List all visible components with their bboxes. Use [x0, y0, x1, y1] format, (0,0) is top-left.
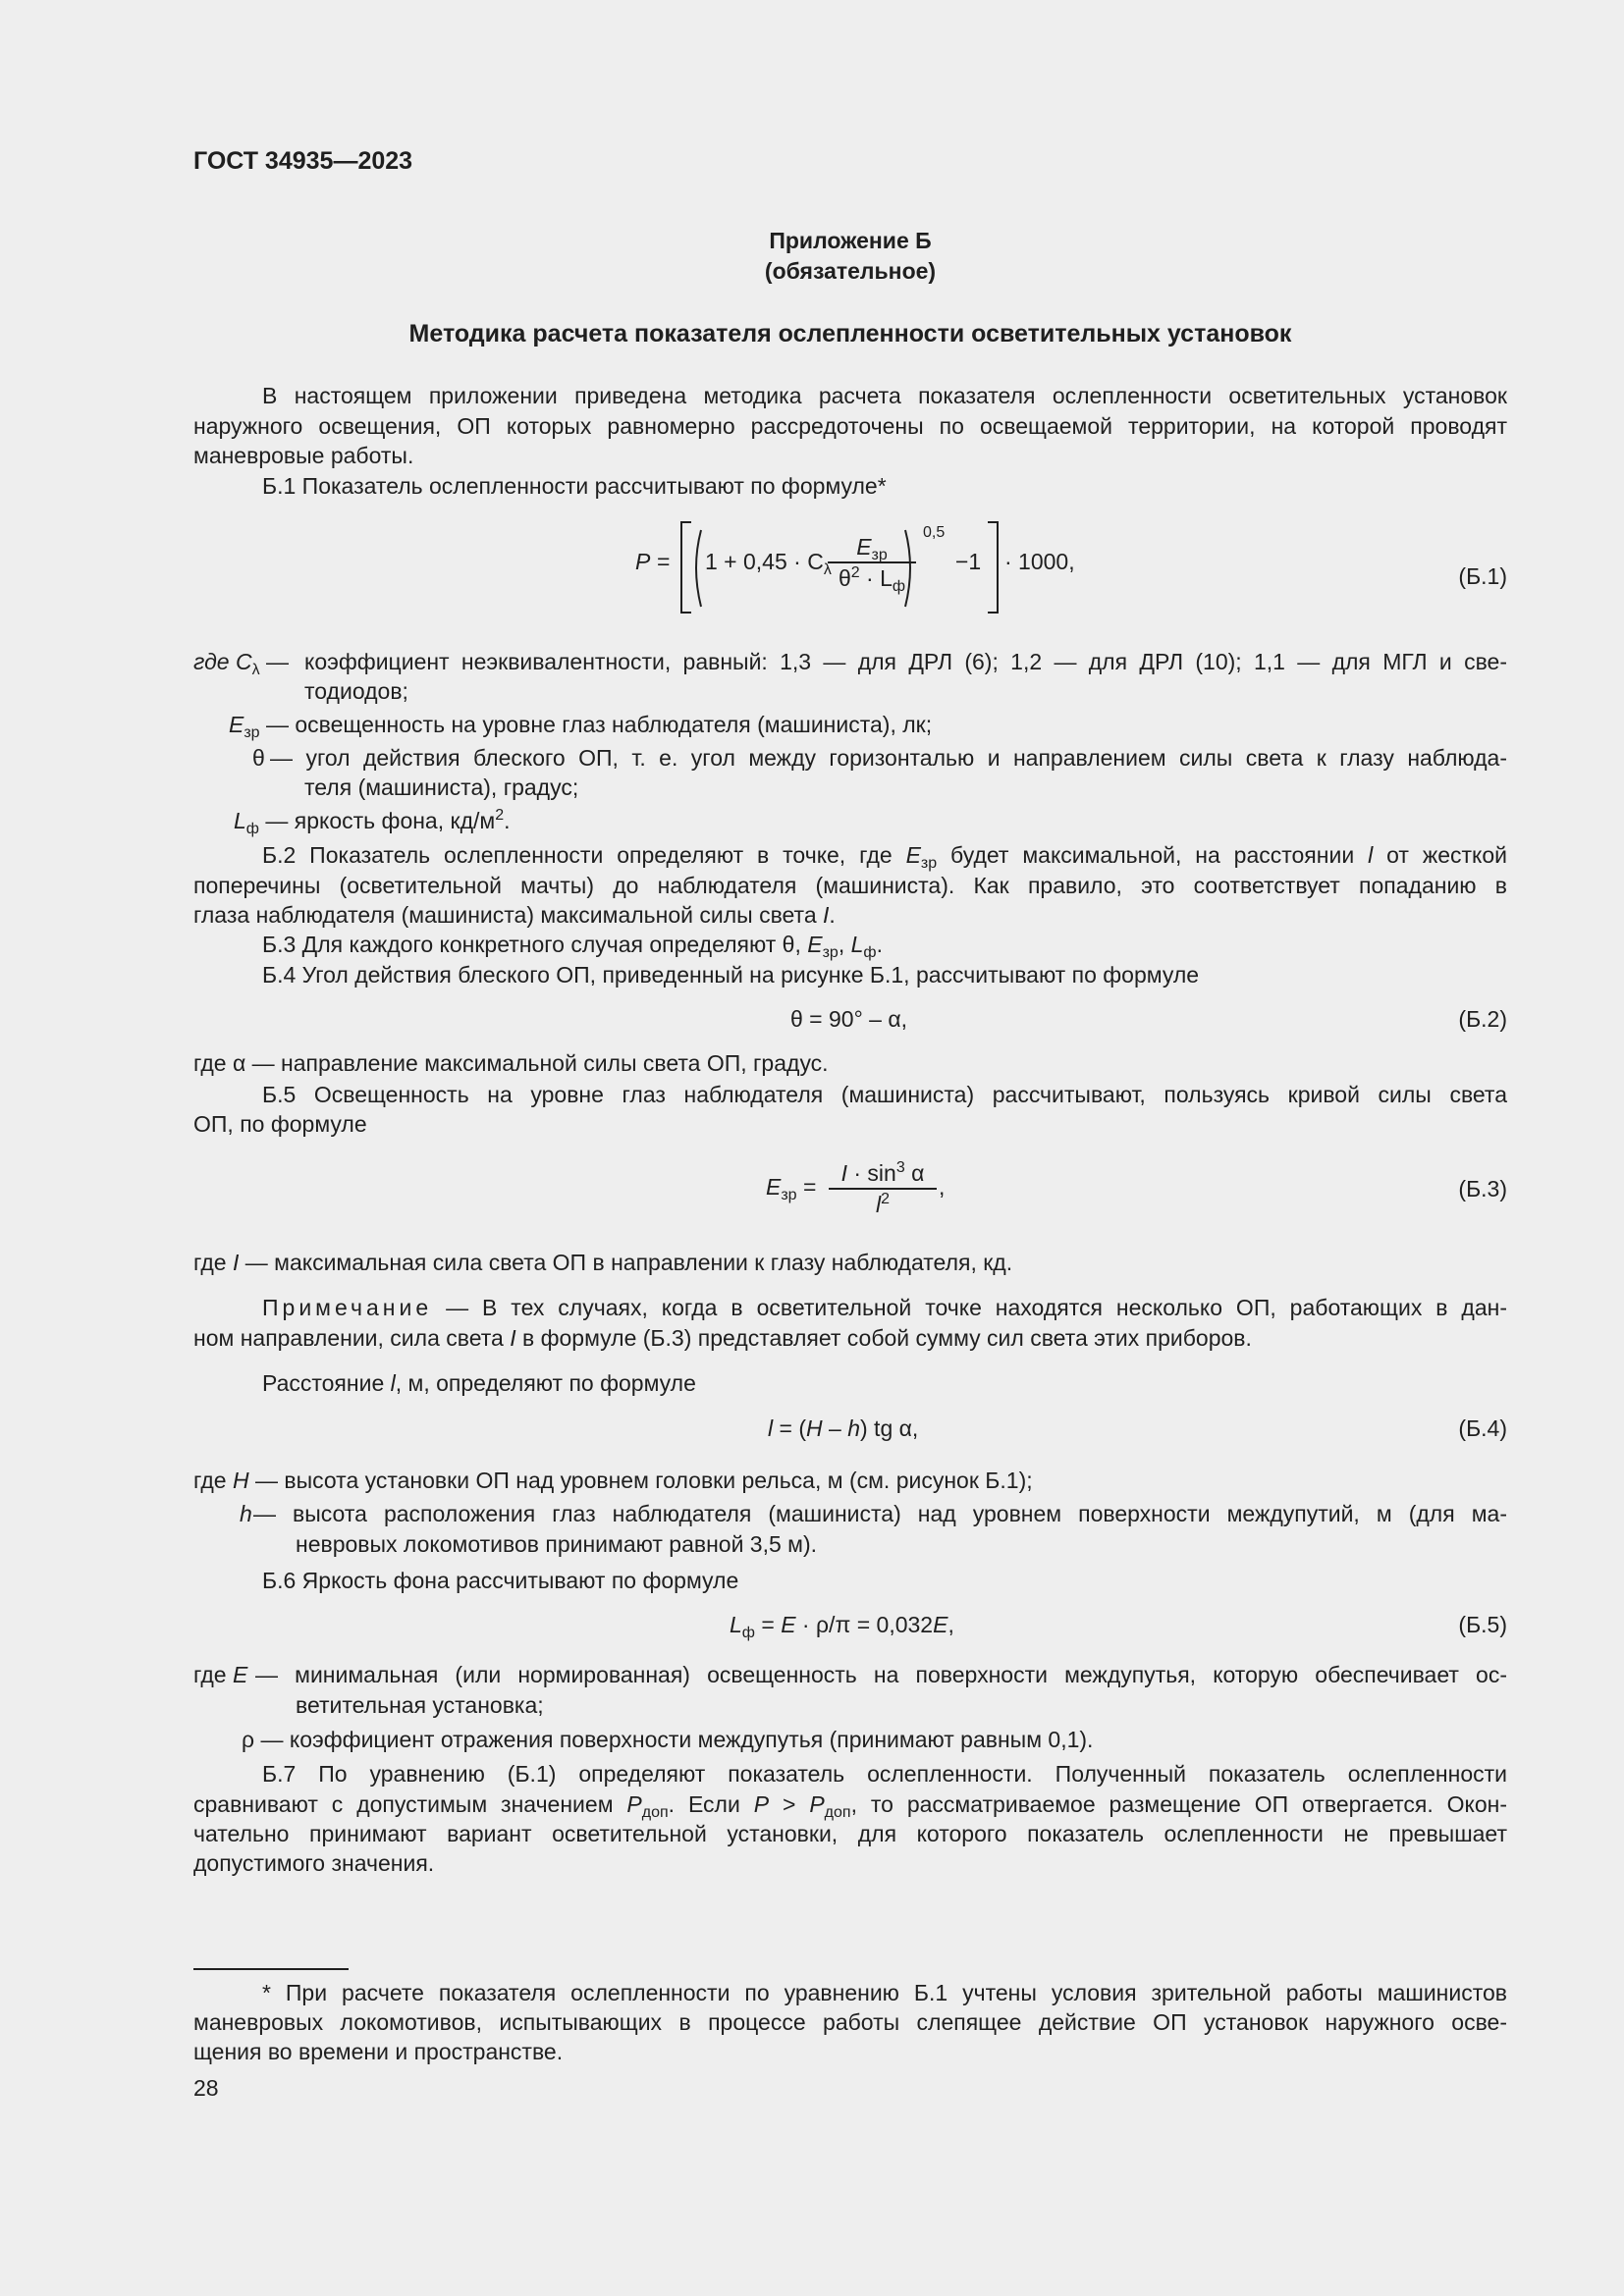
clause-b4: Б.4 Угол действия блеского ОП, приведенный на рисунке Б.1, рассчитывают по формуле — [262, 962, 1200, 988]
where-theta-text: — угол действия блеского ОП, т. е. угол между горизонталью и направлением силы света к глазу наблюда- — [270, 745, 1507, 771]
footnote-separator — [193, 1968, 349, 1970]
where-e-min-symbol: где E — [193, 1662, 248, 1687]
where-alpha: где α — направление максимальной силы света ОП, градус. — [193, 1050, 829, 1076]
clause-b7-line-2: сравнивают с допустимым значением $P_{доп}$. Если $P > P_{доп}$, то рассматриваемое размещение ОП отвергается. Окон- — [193, 1791, 1508, 1821]
where-theta-text-cont: теля (машиниста), градус; — [304, 774, 579, 800]
equation-b4-number: (Б.4) — [1458, 1415, 1507, 1441]
appendix-status: (обязательное) — [764, 258, 937, 284]
where-h-lower-symbol: h — [240, 1501, 252, 1526]
equation-b3-fraction: $\frac{I \cdot \sin^3 \alpha}{l^2}$ — [829, 1160, 937, 1218]
note-line-1: Примечание — В тех случаях, когда в осветительной точке находятся несколько ОП, работающих в дан- — [262, 1295, 1507, 1320]
intro-line-2: наружного освещения, ОП которых равномерно рассредоточены по освещаемой территории, на которой проводят — [193, 413, 1507, 439]
equation-b4: l = (H – h) tg α, — [768, 1415, 919, 1441]
where-e-min-text: — минимальная (или нормированная) освещенность на поверхности междупутья, которую обеспечивает ос- — [255, 1662, 1507, 1687]
equation-b1-fraction: $E_{зр}$ $\theta^2 \cdot L_ф$ — [828, 534, 916, 592]
clause-b2-line-1: Б.2 Показатель ослепленности определяют в точке, где $E_{зр}$ будет максимальной, на расстоянии l от жесткой — [262, 842, 1508, 872]
appendix-title: Приложение Б — [769, 228, 932, 253]
equation-b3-number: (Б.3) — [1458, 1176, 1507, 1201]
equation-b5-number: (Б.5) — [1458, 1612, 1507, 1637]
where-e-min-text-cont: ветительная установка; — [296, 1692, 544, 1718]
clause-b1: Б.1 Показатель ослепленности рассчитывают по формуле* — [262, 473, 887, 499]
where-i: где I — максимальная сила света ОП в направлении к глазу наблюдателя, кд. — [193, 1250, 1013, 1275]
footnote-line-3: щения во времени и пространстве. — [193, 2039, 564, 2064]
clause-b7-line-3: чательно принимают вариант осветительной установки, для которого показатель ослепленности не превышает — [193, 1821, 1507, 1846]
document-id: ГОСТ 34935—2023 — [193, 147, 413, 175]
where-h-lower-text: — высота расположения глаз наблюдателя (машиниста) над уровнем поверхности междупутий, м (для ма- — [253, 1501, 1507, 1526]
where-h-lower-text-cont: невровых локомотивов принимают равной 3,5 м). — [296, 1531, 818, 1557]
note-line-2: ном направлении, сила света I в формуле (Б.3) представляет собой сумму сил света этих приборов. — [193, 1325, 1252, 1351]
intro-line-3: маневровые работы. — [193, 443, 414, 468]
equation-b1-number: (Б.1) — [1458, 563, 1507, 589]
where-h-upper: где H — высота установки ОП над уровнем головки рельса, м (см. рисунок Б.1); — [193, 1468, 1033, 1493]
equation-b3: $E_{зр}$ = $\frac{I \cdot \sin^3 \alpha}{l^2}$ , — [766, 1159, 946, 1217]
footnote-line-1: * При расчете показателя ослепленности по уравнению Б.1 учтены условия зрительной работы машинистов — [262, 1980, 1507, 2005]
equation-b5: $L_ф = E \cdot \rho/\pi = 0,032E$, — [730, 1612, 954, 1641]
where-theta-symbol: θ — [252, 745, 265, 771]
clause-b5-line-1: Б.5 Освещенность на уровне глаз наблюдателя (машиниста) рассчитывают, пользуясь кривой силы света — [262, 1082, 1507, 1107]
clause-b2-line-2: поперечины (осветительной мачты) до наблюдателя (машиниста). Как правило, это соответствует попаданию в — [193, 873, 1507, 898]
clause-b2-line-3: глаза наблюдателя (машиниста) максимальной силы света I. — [193, 902, 836, 928]
clause-b3: Б.3 Для каждого конкретного случая определяют θ, $E_{зр}$, $L_ф$. — [262, 932, 883, 961]
where-e-line: $E_{зр}$ — освещенность на уровне глаз наблюдателя (машиниста), лк; — [229, 712, 933, 741]
footnote-line-2: маневровых локомотивов, испытывающих в процессе работы слепящее действие ОП установок наружного осве- — [193, 2009, 1507, 2035]
equation-b2: θ = 90° – α, — [790, 1006, 908, 1032]
clause-b7-line-1: Б.7 По уравнению (Б.1) определяют показатель ослепленности. Полученный показатель ослепленности — [262, 1761, 1507, 1787]
where-c-text-cont: тодиодов; — [304, 678, 408, 704]
page-number: 28 — [193, 2075, 219, 2101]
appendix-heading: Методика расчета показателя ослепленности осветительных установок — [408, 320, 1292, 347]
intro-line-1: В настоящем приложении приведена методика расчета показателя ослепленности осветительных установок — [262, 383, 1507, 408]
where-c-text: коэффициент неэквивалентности, равный: 1,3 — для ДРЛ (6); 1,2 — для ДРЛ (10); 1,1 — для МГЛ и све- — [304, 649, 1507, 674]
where-l-line: $L_ф$ — яркость фона, $кд/м^2$. — [234, 807, 511, 837]
clause-b7-line-4: допустимого значения. — [193, 1850, 435, 1876]
clause-b5-line-2: ОП, по формуле — [193, 1111, 367, 1137]
where-rho: ρ — коэффициент отражения поверхности междупутья (принимают равным 0,1). — [242, 1727, 1094, 1752]
distance-intro: Расстояние l, м, определяют по формуле — [262, 1370, 696, 1396]
where-c-symbol: где $C_\lambda$ — — [193, 649, 289, 678]
equation-b1: P = $1 + 0,45 \cdot C_\lambda$ $E_{зр}$ $\theta^2 \cdot L_ф$ 0,5 −1 · 1000, — [633, 518, 1085, 616]
equation-b2-number: (Б.2) — [1458, 1006, 1507, 1032]
clause-b6: Б.6 Яркость фона рассчитывают по формуле — [262, 1568, 739, 1593]
